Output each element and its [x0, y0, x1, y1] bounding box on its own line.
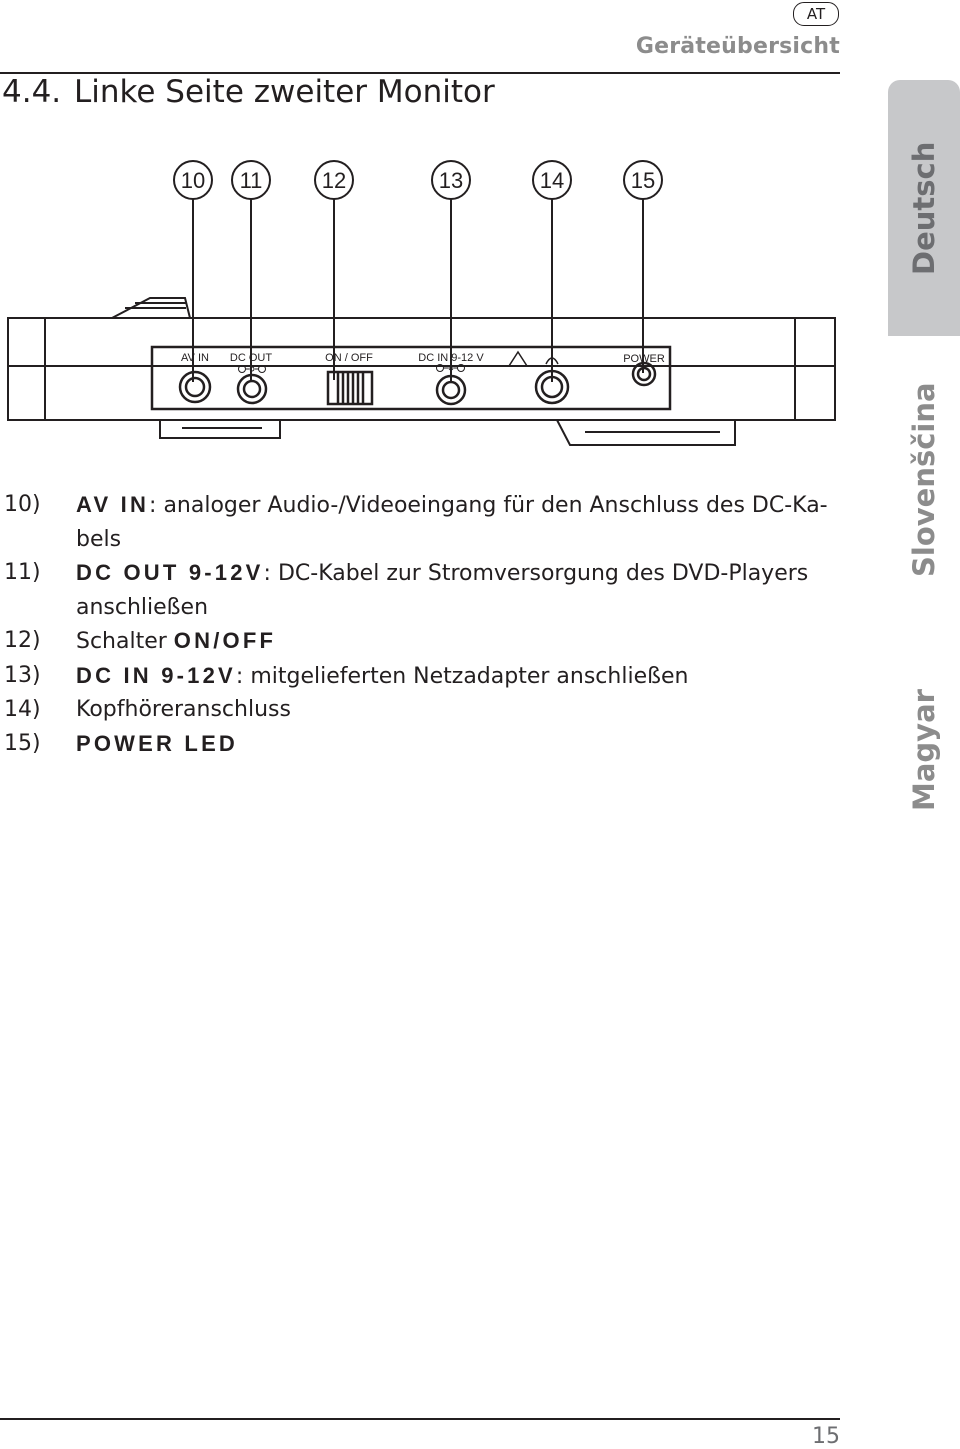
- svg-text:AV IN: AV IN: [181, 352, 209, 364]
- legend-number: 14): [4, 697, 41, 722]
- svg-text:10: 10: [180, 168, 206, 193]
- legend-item: 10) AV IN: analoger Audio-/Videoeingang für den Anschluss des DC-Ka-: [4, 488, 844, 523]
- legend-number: 10): [4, 492, 41, 517]
- legend-text: Schalter: [76, 629, 174, 654]
- svg-text:DC IN 9-12 V: DC IN 9-12 V: [418, 352, 484, 364]
- svg-text:15: 15: [630, 168, 656, 193]
- callout-14: [533, 161, 571, 382]
- legend-term: POWER LED: [76, 730, 239, 756]
- legend-number: 15): [4, 730, 41, 756]
- legend-number: 13): [4, 662, 41, 688]
- legend-term: DC IN 9-12V: [76, 662, 236, 688]
- legend-text: DC-Kabel zur Stromversorgung des DVD-Players: [277, 561, 809, 586]
- country-badge: AT: [793, 2, 839, 26]
- legend-item: [4, 624, 844, 659]
- callout-10: [174, 161, 212, 382]
- legend-number: 11): [4, 560, 41, 585]
- legend-text: analoger Audio-/Videoeingang für den Anschluss des DC-Ka-: [163, 493, 828, 518]
- svg-text:ON / OFF: ON / OFF: [325, 352, 373, 364]
- language-tabs: [888, 80, 960, 840]
- callout-13: [432, 161, 470, 382]
- callout-11: [229, 161, 273, 382]
- legend-term: ON/OFF: [173, 628, 277, 653]
- device-diagram: [0, 150, 860, 450]
- callout-15: [624, 161, 662, 373]
- tab-magyar[interactable]: Magyar: [907, 689, 941, 811]
- legend-item: 13) DC IN 9-12V: mitgelieferten Netzadapter anschließen: [4, 659, 844, 694]
- legend-continuation: bels: [76, 526, 122, 552]
- legend-term: DC OUT 9-12V: [76, 560, 264, 585]
- svg-text:13: 13: [438, 168, 464, 193]
- legend-list: [4, 488, 844, 761]
- device-housing: [8, 318, 835, 420]
- warning-icon: [509, 352, 527, 366]
- legend-item: [4, 727, 844, 762]
- header-title: Geräteübersicht: [635, 34, 840, 59]
- legend-item: [4, 693, 844, 727]
- svg-text:12: 12: [321, 168, 347, 193]
- legend-text: mitgelieferten Netzadapter anschließen: [250, 663, 689, 689]
- section-title: Linke Seite zweiter Monitor: [74, 74, 495, 110]
- svg-text:14: 14: [539, 168, 565, 193]
- av-in-jack: [180, 372, 210, 402]
- headphone-jack: [536, 371, 568, 403]
- tab-slovenscina[interactable]: Slovenščina: [907, 382, 941, 578]
- svg-text:POWER: POWER: [623, 353, 665, 365]
- legend-item: 11) DC OUT 9-12V: DC-Kabel zur Stromversorgung des DVD-Players: [4, 556, 844, 591]
- tab-deutsch[interactable]: Deutsch: [888, 80, 960, 336]
- legend-number: 12): [4, 628, 41, 653]
- legend-term: AV IN: [76, 492, 150, 517]
- legend-text: Kopfhöreranschluss: [76, 697, 291, 722]
- footer-divider: [0, 1418, 840, 1420]
- svg-text:DC OUT: DC OUT: [229, 352, 273, 364]
- svg-text:11: 11: [239, 168, 263, 193]
- legend-continuation: anschließen: [76, 594, 209, 620]
- page-number: 15: [812, 1424, 840, 1449]
- section-number: 4.4.: [2, 74, 62, 110]
- section-heading: [2, 74, 495, 110]
